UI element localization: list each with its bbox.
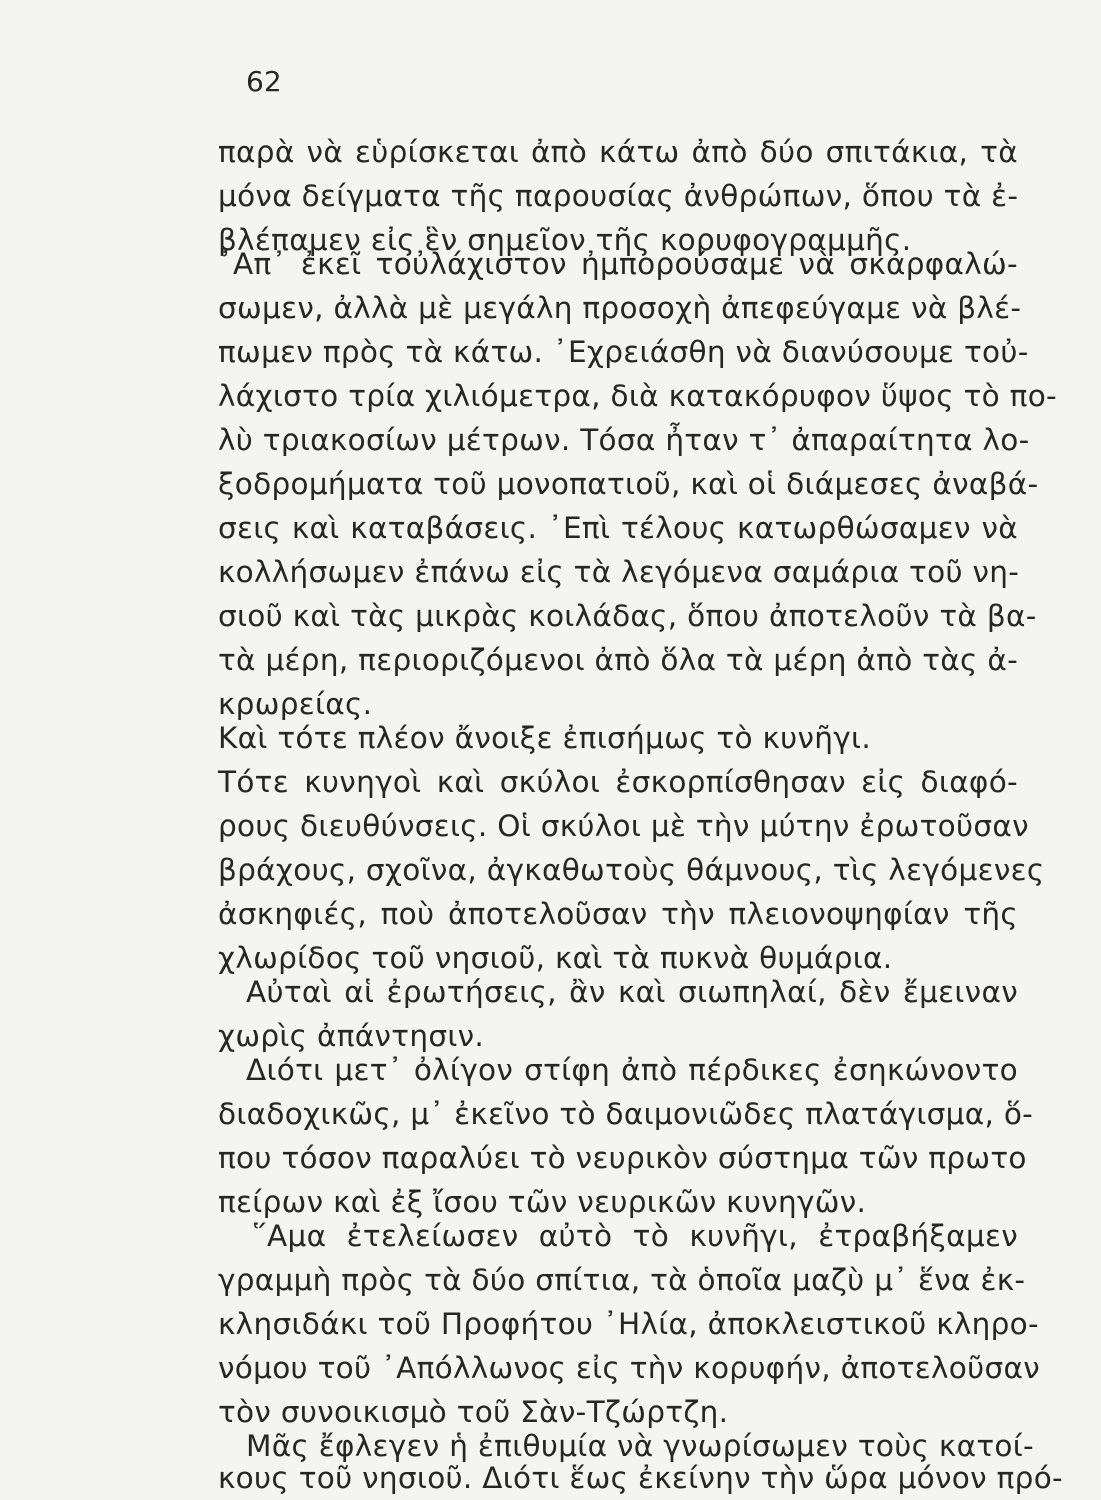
- text-line: σεις καὶ καταβάσεις. ᾿Επὶ τέλους κατωρθώσαμεν νὰ: [218, 511, 1018, 545]
- text-line: Διότι μετ᾿ ὀλίγον στίφη ἀπὸ πέρδικες ἐσηκώνοντο: [246, 1053, 1018, 1087]
- text-line: Μᾶς ἔφλεγεν ἡ ἐπιθυμία νὰ γνωρίσωμεν τοὺς κατοί-: [246, 1429, 1034, 1463]
- text-line: βλέπαμεν εἰς ἓν σημεῖον τῆς κορυφογραμμῆς.: [218, 223, 912, 257]
- text-line: Αὐταὶ αἱ ἐρωτήσεις, ἂν καὶ σιωπηλαί, δὲν ἔμειναν: [246, 975, 1018, 1009]
- text-line: βράχους, σχοῖνα, ἀγκαθωτοὺς θάμνους, τὶς λεγόμενες: [218, 853, 1045, 887]
- text-line: σιοῦ καὶ τὰς μικρὰς κοιλάδας, ὅπου ἀποτελοῦν τὰ βα-: [218, 599, 1037, 633]
- text-line: που τόσον παραλύει τὸ νευρικὸν σύστημα τῶν πρωτο: [218, 1141, 1027, 1175]
- text-line: χλωρίδος τοῦ νησιοῦ, καὶ τὰ πυκνὰ θυμάρια.: [218, 941, 893, 975]
- page-number: 62: [246, 65, 282, 98]
- text-line: τὰ μέρη, περιοριζόμενοι ἀπὸ ὅλα τὰ μέρη ἀπὸ τὰς ἀ-: [218, 643, 1019, 677]
- text-line: κλησιδάκι τοῦ Προφήτου ᾿Ηλία, ἀποκλειστικοῦ κληρο-: [218, 1307, 1039, 1341]
- text-line: τὸν συνοικισμὸ τοῦ Σὰν-Τζώρτζη.: [218, 1395, 729, 1429]
- text-line: κρωρείας.: [218, 687, 373, 721]
- text-line: ρους διευθύνσεις. Οἱ σκύλοι μὲ τὴν μύτην ἐρωτοῦσαν: [218, 809, 1029, 843]
- text-line: λὺ τριακοσίων μέτρων. Τόσα ἦταν τ᾿ ἀπαραίτητα λο-: [218, 423, 1030, 457]
- text-line: χωρὶς ἀπάντησιν.: [218, 1019, 485, 1053]
- text-line: ῞Αμα ἐτελείωσεν αὐτὸ τὸ κυνῆγι, ἐτραβήξαμεν: [252, 1219, 1018, 1253]
- text-line: διαδοχικῶς, μ᾿ ἐκεῖνο τὸ δαιμονιῶδες πλατάγισμα, ὅ-: [218, 1097, 1034, 1131]
- text-line: γραμμὴ πρὸς τὰ δύο σπίτια, τὰ ὁποῖα μαζὺ μ᾿ ἕνα ἐκ-: [218, 1263, 1026, 1297]
- text-line: ξοδρομήματα τοῦ μονοπατιοῦ, καὶ οἱ διάμεσες ἀναβά-: [218, 467, 1039, 501]
- text-line: νόμου τοῦ ᾿Απόλλωνος εἰς τὴν κορυφήν, ἀποτελοῦσαν: [218, 1351, 1041, 1385]
- text-line: πωμεν πρὸς τὰ κάτω. ᾿Εχρειάσθη νὰ διανύσουμε τοὐ-: [218, 335, 1029, 369]
- text-line: μόνα δείγματα τῆς παρουσίας ἀνθρώπων, ὅπου τὰ ἐ-: [218, 179, 1019, 213]
- text-line: παρὰ νὰ εὑρίσκεται ἀπὸ κάτω ἀπὸ δύο σπιτάκια, τὰ: [218, 135, 1018, 169]
- text-line: ἀσκηφιές, ποὺ ἀποτελοῦσαν τὴν πλειονοψηφίαν τῆς: [218, 897, 1018, 931]
- text-line: κους τοῦ νησιοῦ. Διότι ἕως ἐκείνην τὴν ὥρα μόνον πρό-: [218, 1461, 1063, 1495]
- text-line: Καὶ τότε πλέον ἄνοιξε ἐπισήμως τὸ κυνῆγι.: [218, 721, 872, 755]
- text-line: Τότε κυνηγοὶ καὶ σκύλοι ἐσκορπίσθησαν εἰς διαφό-: [218, 765, 1018, 799]
- text-line: κολλήσωμεν ἐπάνω εἰς τὰ λεγόμενα σαμάρια τοῦ νη-: [218, 555, 1020, 589]
- text-line: λάχιστο τρία χιλιόμετρα, διὰ κατακόρυφον ὕψος τὸ πο-: [218, 379, 1058, 413]
- text-line: πείρων καὶ ἐξ ἴσου τῶν νευρικῶν κυνηγῶν.: [218, 1185, 867, 1219]
- text-line: ᾿Απ᾿ ἐκεῖ τοὐλάχιστον ἠμπορούσαμε νὰ σκαρφαλώ-: [218, 247, 1018, 281]
- text-line: σωμεν, ἀλλὰ μὲ μεγάλη προσοχὴ ἀπεφεύγαμε νὰ βλέ-: [218, 291, 1022, 325]
